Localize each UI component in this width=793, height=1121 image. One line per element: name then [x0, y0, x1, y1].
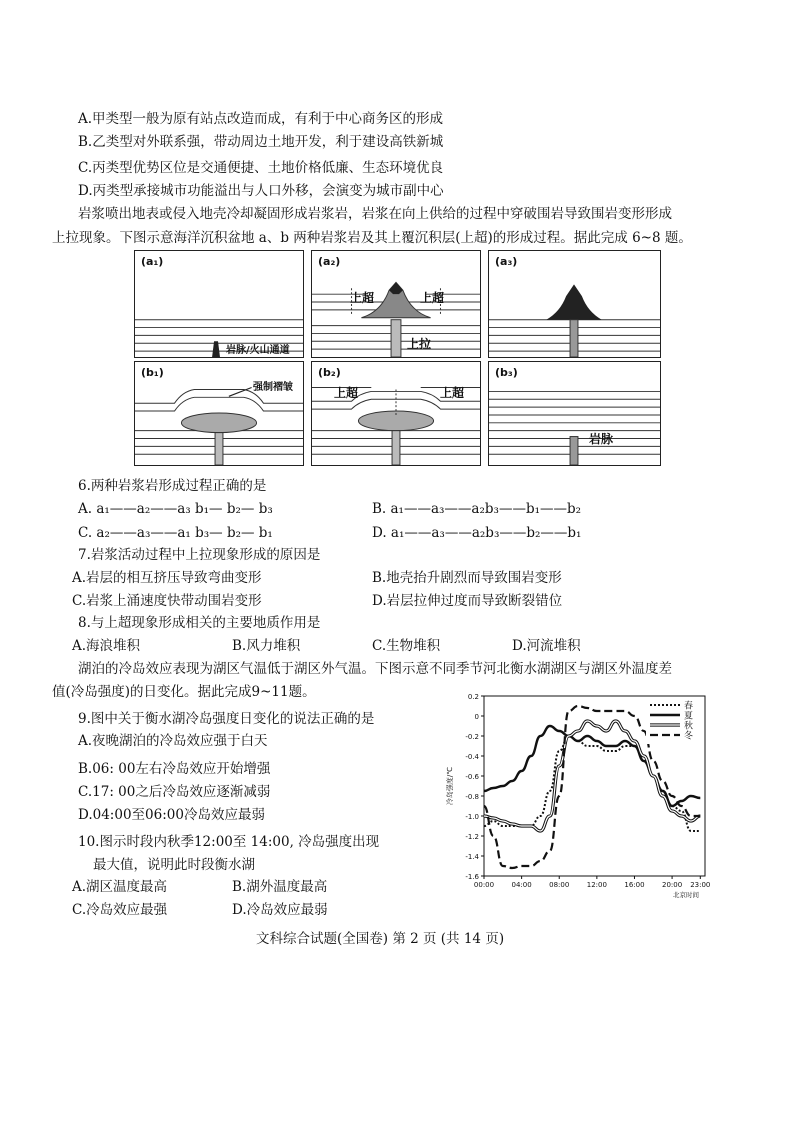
page-footer: 文科综合试题(全国卷) 第 2 页 (共 14 页) — [256, 931, 505, 947]
q6-option-d: D. a₁——a₃——a₂b₃——b₂——b₁ — [372, 525, 582, 541]
q10-option-b: B.湖外温度最高 — [232, 879, 328, 895]
panel-label: (a₃) — [495, 255, 518, 268]
forced-fold-label: 强制褶皱 — [253, 382, 293, 393]
pull-up-label: 上拉 — [407, 337, 432, 351]
q6-stem: 6.两种岩浆岩形成过程正确的是 — [78, 478, 267, 494]
onlap-label-left: 上超 — [334, 386, 359, 400]
x-tick-label: 16:00 — [624, 881, 645, 889]
x-tick-label: 23:00 — [690, 881, 711, 889]
q8-option-b: B.风力堆积 — [232, 638, 301, 654]
panel-a2 — [311, 250, 481, 358]
q7-option-d: D.岩层拉伸过度而导致断裂错位 — [372, 593, 563, 609]
dike-label: 岩脉 — [589, 432, 614, 446]
onlap-label-left: 上超 — [350, 291, 375, 305]
passage2-line2: 值(冷岛强度)的日变化。据此完成9~11题。 — [52, 684, 316, 700]
y-axis-label: 冷岛强度/℃ — [446, 766, 454, 806]
legend-label: 夏 — [684, 711, 694, 722]
q10-stem-line2: 最大值，说明此时段衡水湖 — [93, 857, 255, 873]
passage2-line1: 湖泊的冷岛效应表现为湖区气温低于湖区外气温。下图示意不同季节河北衡水湖湖区与湖区外温度差 — [78, 661, 672, 677]
q8-option-d: D.河流堆积 — [512, 638, 581, 654]
legend-label: 秋 — [684, 721, 694, 732]
q10-option-d: D.冷岛效应最弱 — [232, 902, 328, 918]
q9-stem: 9.图中关于衡水湖冷岛强度日变化的说法正确的是 — [78, 711, 375, 727]
y-tick-label: -0.2 — [465, 733, 479, 741]
y-tick-label: -0.4 — [465, 753, 479, 761]
q7-stem: 7.岩浆活动过程中上拉现象形成的原因是 — [78, 547, 321, 563]
panel-label: (b₃) — [495, 366, 518, 379]
panel-label: (b₁) — [141, 366, 164, 379]
q6-option-a: A. a₁——a₂——a₃ b₁— b₂— b₃ — [78, 501, 273, 517]
q10-option-a: A.湖区温度最高 — [72, 879, 168, 895]
q10-option-c: C.冷岛效应最强 — [72, 902, 168, 918]
q9-option-d: D.04:00至06:00冷岛效应最弱 — [78, 807, 265, 823]
y-tick-label: -1.6 — [465, 873, 479, 881]
q8-option-c: C.生物堆积 — [372, 638, 441, 654]
q10-stem-line1: 10.图示时段内秋季12:00至 14:00, 冷岛强度出现 — [78, 834, 380, 850]
panel-b3 — [488, 361, 661, 466]
panel-label: (a₂) — [318, 255, 341, 268]
panel-b2 — [311, 361, 481, 466]
q7-option-a: A.岩层的相互挤压导致弯曲变形 — [72, 570, 262, 586]
q6-option-c: C. a₂——a₃——a₁ b₃— b₂— b₁ — [78, 525, 273, 541]
passage1-line1: 岩浆喷出地表或侵入地壳冷却凝固形成岩浆岩，岩浆在向上供给的过程中穿破围岩导致围岩变形形成 — [78, 206, 672, 222]
y-tick-label: 0.2 — [467, 693, 479, 701]
option-a: A.甲类型一般为原有站点改造而成，有利于中心商务区的形成 — [78, 111, 444, 127]
q7-option-c: C.岩浆上涌速度快带动围岩变形 — [72, 593, 262, 609]
x-tick-label: 12:00 — [586, 881, 607, 889]
option-b: B.乙类型对外联系强，带动周边土地开发，利于建设高铁新城 — [78, 134, 444, 150]
panel-a3 — [488, 250, 661, 358]
y-tick-label: -0.6 — [465, 773, 479, 781]
legend-label: 春 — [684, 701, 694, 712]
q9-option-b: B.06: 00左右冷岛效应开始增强 — [78, 761, 271, 777]
x-tick-label: 20:00 — [661, 881, 683, 889]
q9-option-a: A.夜晚湖泊的冷岛效应强于白天 — [78, 733, 268, 749]
series-line-春 — [484, 736, 700, 831]
q6-option-b: B. a₁——a₃——a₂b₃——b₁——b₂ — [372, 501, 582, 517]
q8-stem: 8.与上超现象形成相关的主要地质作用是 — [78, 615, 321, 631]
y-tick-label: -0.8 — [465, 793, 479, 801]
x-tick-label: 08:00 — [549, 881, 570, 889]
q9-option-c: C.17: 00之后冷岛效应逐渐减弱 — [78, 784, 271, 800]
panel-b1 — [134, 361, 304, 466]
onlap-label-right: 上超 — [420, 291, 445, 305]
option-d: D.丙类型承接城市功能溢出与人口外移，会演变为城市副中心 — [78, 183, 444, 199]
x-tick-label: 00:00 — [473, 881, 495, 889]
cold-island-chart — [440, 690, 715, 902]
y-tick-label: 0 — [474, 713, 479, 721]
onlap-label-right: 上超 — [440, 386, 465, 400]
y-tick-label: -1.4 — [465, 853, 479, 861]
panel-label: (b₂) — [318, 366, 341, 379]
passage1-line2: 上拉现象。下图示意海洋沉积盆地 a、b 两种岩浆岩及其上覆沉积层(上超)的形成过程。据此完成 6~8 题。 — [52, 230, 692, 246]
q7-option-b: B.地壳抬升剧烈而导致围岩变形 — [372, 570, 562, 586]
x-axis-label: 北京时间 — [673, 891, 699, 899]
panel-label: (a₁) — [141, 255, 164, 268]
dike-channel-label: 岩脉/火山通道 — [226, 345, 290, 356]
q8-option-a: A.海浪堆积 — [72, 638, 141, 654]
y-tick-label: -1.2 — [465, 833, 479, 841]
option-c: C.丙类型优势区位是交通便捷、土地价格低廉、生态环境优良 — [78, 160, 444, 176]
x-tick-label: 04:00 — [511, 881, 532, 889]
y-tick-label: -1.0 — [465, 813, 479, 821]
panel-a1 — [134, 250, 304, 358]
legend-label: 冬 — [684, 731, 694, 742]
